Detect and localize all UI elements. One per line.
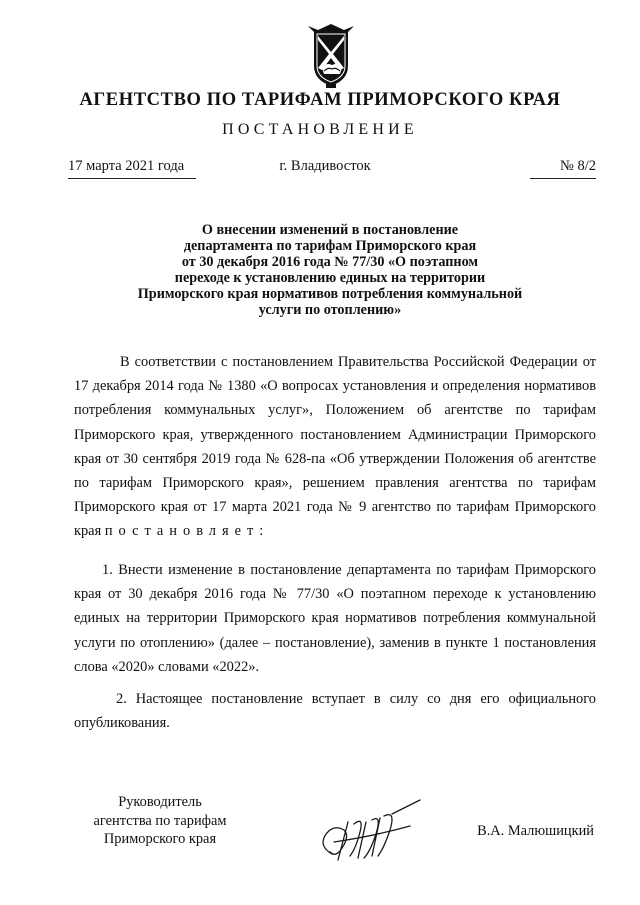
- title-line: О внесении изменений в постановление: [201, 222, 459, 238]
- item-2-paragraph: 2. Настоящее постановление вступает в силу со дня его официального опубликования.: [74, 691, 596, 732]
- item-1-paragraph: 1. Внести изменение в постановление департамента по тарифам Приморского края от 30 декабря 2016 года № 77/30 «О поэтапном переходе к установлению единых на территории Приморского края нормативов потребления коммунальной услуги по отоплению» (далее – постановление), заменив в пункте 1 постановления слова «2020» словами «2022».: [74, 562, 596, 675]
- preamble-paragraph: [74, 350, 596, 544]
- handwritten-signature: [314, 796, 430, 866]
- document-number: № 8/2: [530, 158, 596, 179]
- coat-of-arms-icon: [302, 22, 360, 90]
- decree-word: постановляет:: [104, 523, 270, 540]
- title-line: департамента по тарифам Приморского края: [183, 238, 477, 254]
- position-line: Руководитель: [118, 794, 202, 810]
- signatory-name: В.А. Малюшицкий: [477, 823, 594, 839]
- document-title: [110, 222, 550, 318]
- preamble-text: В соответствии с постановлением Правительства Российской Федерации от 17 декабря 2014 года № 1380 «О вопросах установления и определения нормативов потребления коммунальных услуг», Положением об агентстве по тарифам Приморского края, утвержденного постановлением Администрации Приморского края от 30 сентября 2019 года № 628-па «Об утверждении Положения об агентстве по тарифам Приморского края», решением правления агентства по тарифам Приморского края от 17 марта 2021 года № 9 агентство по тарифам Приморского края: [74, 354, 596, 540]
- title-line: услуги по отоплению»: [258, 302, 402, 318]
- document-city: г. Владивосток: [279, 158, 371, 174]
- title-line: Приморского края нормативов потребления коммунальной: [137, 286, 523, 302]
- document-type: ПОСТАНОВЛЕНИЕ: [222, 121, 418, 138]
- signatory-position: [60, 793, 260, 849]
- title-line: переходе к установлению единых на территории: [174, 270, 486, 286]
- position-line: Приморского края: [103, 831, 217, 847]
- position-line: агентства по тарифам: [93, 812, 227, 829]
- document-date: 17 марта 2021 года: [68, 158, 196, 179]
- title-line: от 30 декабря 2016 года № 77/30 «О поэтапном: [181, 254, 479, 270]
- agency-name: АГЕНТСТВО ПО ТАРИФАМ ПРИМОРСКОГО КРАЯ: [79, 90, 561, 110]
